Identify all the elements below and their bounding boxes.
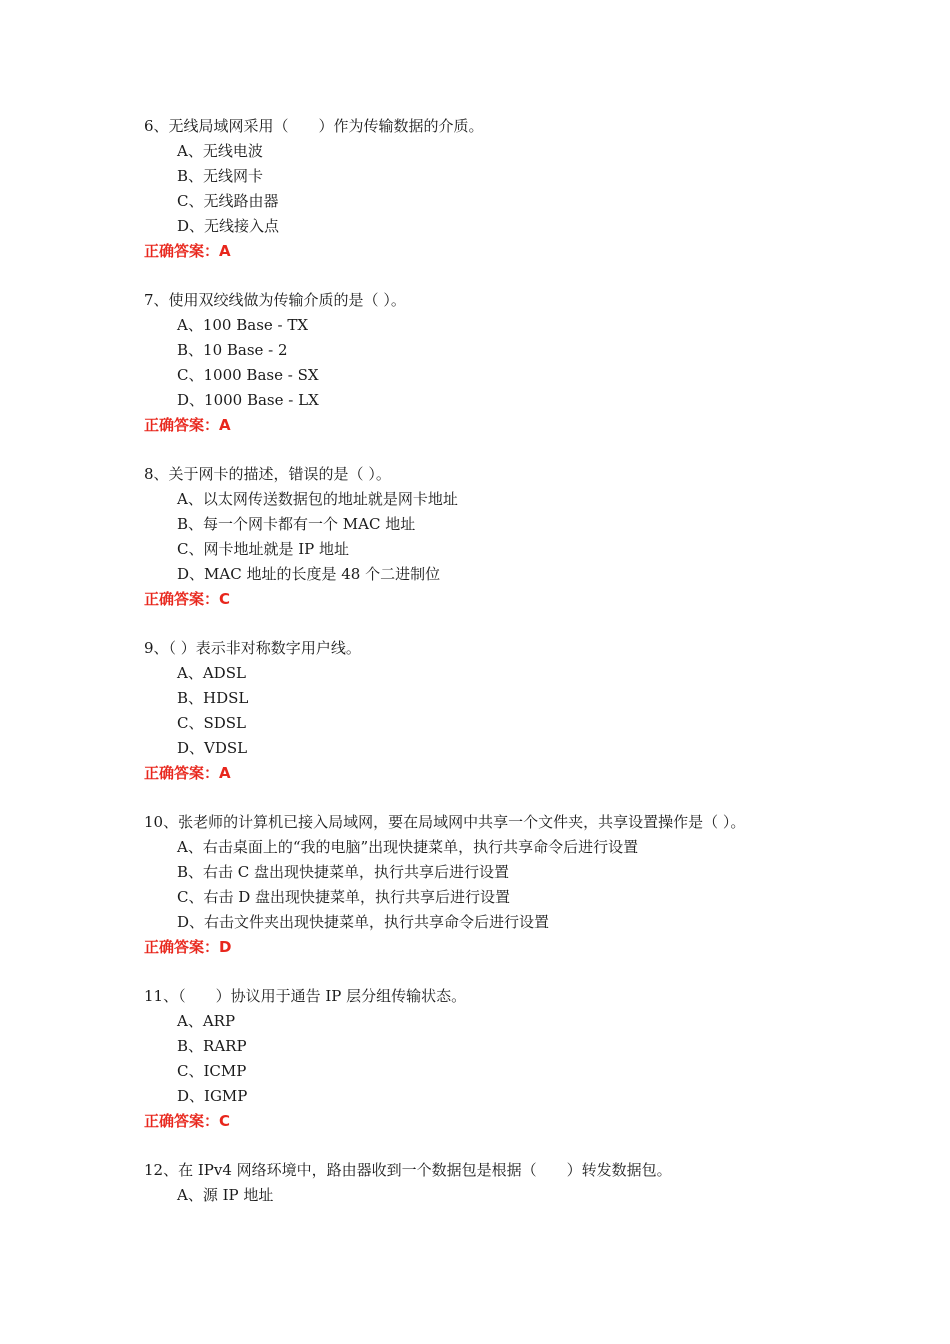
question-8 — [144, 462, 904, 612]
option-b: B、每一个网卡都有一个 MAC 地址 — [177, 515, 416, 533]
option-a: A、源 IP 地址 — [177, 1186, 274, 1204]
option-c: C、ICMP — [177, 1062, 247, 1080]
question-9 — [144, 636, 904, 786]
option-d: D、VDSL — [177, 739, 248, 757]
option-d: D、1000 Base - LX — [177, 391, 319, 409]
question-10 — [144, 810, 904, 960]
option-a: A、ADSL — [177, 664, 246, 682]
question-6 — [144, 114, 904, 264]
option-c: C、1000 Base - SX — [177, 366, 319, 384]
question-7 — [144, 288, 904, 438]
option-b: B、无线网卡 — [177, 167, 264, 185]
question-stem: 7、使用双绞线做为传输介质的是（ ）。 — [144, 291, 406, 309]
option-c: C、右击 D 盘出现快捷菜单，执行共享后进行设置 — [177, 888, 511, 906]
option-c: C、SDSL — [177, 714, 247, 732]
question-stem: 8、关于网卡的描述，错误的是（ ）。 — [144, 465, 391, 483]
question-stem: 12、在 IPv4 网络环境中，路由器收到一个数据包是根据（ ）转发数据包。 — [144, 1161, 672, 1179]
option-c: C、无线路由器 — [177, 192, 279, 210]
option-a: A、右击桌面上的“我的电脑”出现快捷菜单，执行共享命令后进行设置 — [177, 838, 639, 856]
option-b: B、HDSL — [177, 689, 249, 707]
option-a: A、以太网传送数据包的地址就是网卡地址 — [177, 490, 458, 508]
correct-answer: 正确答案：D — [144, 938, 232, 956]
question-stem: 11、（ ）协议用于通告 IP 层分组传输状态。 — [144, 987, 467, 1005]
option-d: D、IGMP — [177, 1087, 248, 1105]
option-d: D、右击文件夹出现快捷菜单，执行共享命令后进行设置 — [177, 913, 550, 931]
correct-answer: 正确答案：C — [144, 1112, 231, 1130]
option-c: C、网卡地址就是 IP 地址 — [177, 540, 350, 558]
option-d: D、MAC 地址的长度是 48 个二进制位 — [177, 565, 441, 583]
option-b: B、右击 C 盘出现快捷菜单，执行共享后进行设置 — [177, 863, 510, 881]
option-b: B、RARP — [177, 1037, 247, 1055]
correct-answer: 正确答案：A — [144, 764, 231, 782]
question-stem: 9、（ ）表示非对称数字用户线。 — [144, 639, 361, 657]
correct-answer: 正确答案：A — [144, 242, 231, 260]
option-a: A、ARP — [177, 1012, 236, 1030]
question-11 — [144, 984, 904, 1134]
question-12 — [144, 1158, 904, 1208]
option-b: B、10 Base - 2 — [177, 341, 288, 359]
option-a: A、无线电波 — [177, 142, 263, 160]
question-list — [144, 114, 904, 1232]
option-a: A、100 Base - TX — [177, 316, 309, 334]
question-stem: 10、张老师的计算机已接入局域网，要在局域网中共享一个文件夹，共享设置操作是（ ）。 — [144, 813, 746, 831]
correct-answer: 正确答案：A — [144, 416, 231, 434]
option-d: D、无线接入点 — [177, 217, 280, 235]
question-stem: 6、无线局域网采用（ ）作为传输数据的介质。 — [144, 117, 484, 135]
correct-answer: 正确答案：C — [144, 590, 231, 608]
